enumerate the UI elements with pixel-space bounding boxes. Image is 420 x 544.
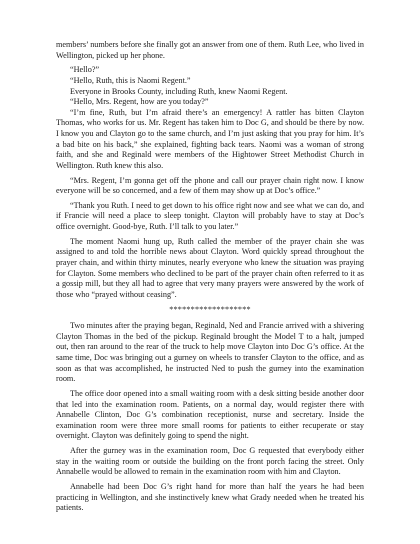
paragraph: After the gurney was in the examination room, Doc G requested that everybody either stay in the waiting room or outside the building on the front porch facing the street. Only Annabelle would be allowed to remain in the examination room with him and Clayton. bbox=[56, 446, 364, 477]
dialogue-line: “Hello, Mrs. Regent, how are you today?” bbox=[70, 97, 209, 107]
dialogue-line: “Hello?” bbox=[70, 65, 100, 75]
paragraph: “Thank you Ruth. I need to get down to his office right now and see what we can do, and if Francie will need a place to sleep tonight. Clayton will probably have to stay at Doc’s office overnight. Good-bye, Ruth. I’ll talk to you later.” bbox=[56, 200, 364, 232]
dialogue-line: “Hello, Ruth, this is Naomi Regent.” bbox=[70, 75, 191, 85]
paragraph: Two minutes after the praying began, Reginald, Ned and Francie arrived with a shivering Clayton Thomas in the bed of the pickup. Reginald brought the Model T to a halt, jumped out, then ran around to the rear of the truck to help move Clayton into Doc G’s office. At the same time, Doc was bringing out a gurney on wheels to transfer Clayton to the office, and as soon as that was accomplished, he instructed Ned to push the gurney into the examination room. bbox=[56, 321, 364, 384]
paragraph: Annabelle had been Doc G’s right hand for more than half the years he had been practicing in Wellington, and she instinctively knew what Grady needed when he treated his patients. bbox=[56, 482, 364, 513]
narration-line: Everyone in Brooks County, including Ruth, knew Naomi Regent. bbox=[70, 86, 288, 96]
section-separator: ******************* bbox=[169, 304, 251, 314]
paragraph: members’ numbers before she finally got an answer from one of them. Ruth Lee, who lived in Wellington, picked up her phone. bbox=[56, 40, 364, 60]
paragraph: “I’m fine, Ruth, but I’m afraid there’s an emergency! A rattler has bitten Clayton Thomas, who works for us. Mr. Regent has taken him to Doc G, and should be there by now. I know you and Clayton go to the same church, and I’m just asking that you pray for him. It’s a bad bite on his back,” she explained, fighting back tears. Naomi was a woman of strong faith, and she and Reginald were members of the Hightower Street Methodist Church in Wellington. Ruth knew this also. bbox=[56, 107, 364, 170]
paragraph: The moment Naomi hung up, Ruth called the member of the prayer chain she was assigned to and told the horrible news about Clayton. Word quickly spread throughout the prayer chain, and within thirty minutes, nearly everyone who knew the situation was praying for Clayton. Some members who declined to be part of the prayer chain often referred to it as a gossip mill, but they all had to agree that very many prayers were answered by the work of those who “prayed without ceasing”. bbox=[56, 236, 364, 299]
paragraph: The office door opened into a small waiting room with a desk sitting beside another door that led into the examination room. Patients, on a normal day, would register there with Annabelle Clinton, Doc G’s combination receptionist, nurse and secretary. Inside the examination room were three more small rooms for patients to either recuperate or stay overnight. Clayton was definitely going to spend the night. bbox=[56, 388, 364, 441]
paragraph: “Mrs. Regent, I’m gonna get off the phone and call our prayer chain right now. I know everyone will be so concerned, and a few of them may show up at Doc’s office.” bbox=[56, 175, 364, 196]
